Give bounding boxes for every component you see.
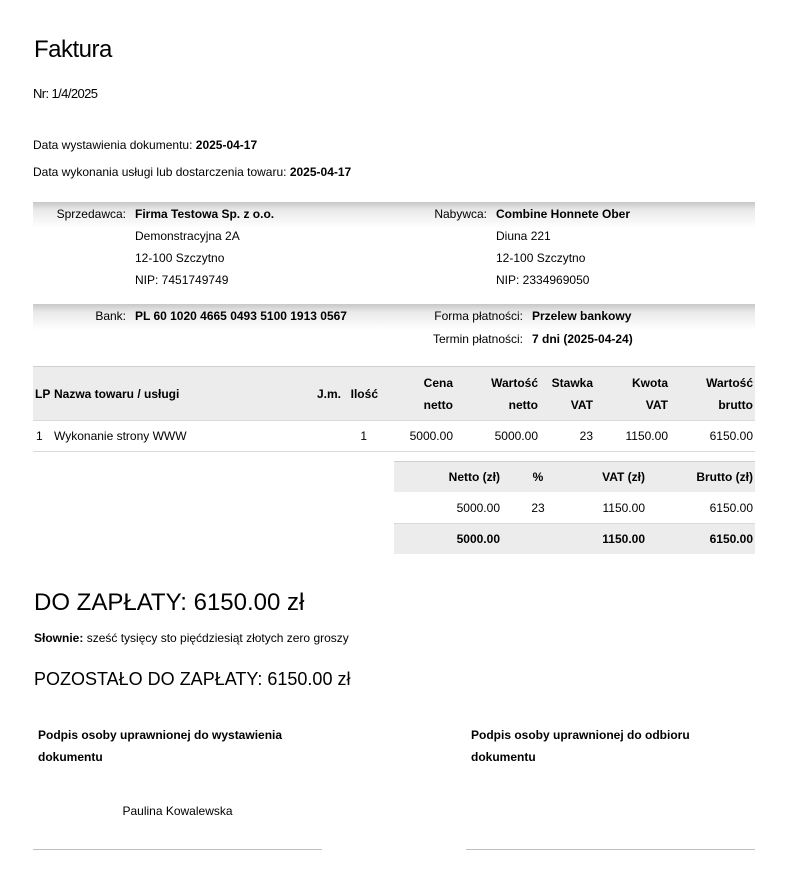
summary-vat: 1150.00 xyxy=(602,501,645,515)
amount-in-words-label: Słownie: xyxy=(34,631,84,645)
items-table-bottom-line xyxy=(33,451,755,452)
remaining-to-pay: POZOSTAŁO DO ZAPŁATY: 6150.00 zł xyxy=(34,669,351,689)
summary-gross-header: Brutto (zł) xyxy=(696,470,753,484)
amount-in-words xyxy=(34,631,349,645)
col-unit-header: J.m. xyxy=(316,387,341,401)
seller-street: Demonstracyjna 2A xyxy=(135,229,240,243)
receiver-signature-label-2: dokumentu xyxy=(471,750,536,764)
col-vat-header-1: Kwota xyxy=(632,376,668,390)
receiver-signature-label-1: Podpis osoby uprawnionej do odbioru xyxy=(471,728,690,742)
summary-net-header: Netto (zł) xyxy=(448,470,500,484)
issue-date-value: 2025-04-17 xyxy=(195,138,258,152)
service-date xyxy=(33,165,351,179)
col-gross-header-2: brutto xyxy=(718,398,753,412)
col-net-header-2: netto xyxy=(508,398,538,412)
cell-lp: 1 xyxy=(36,429,43,443)
payment-due-label: Termin płatności: xyxy=(432,332,523,346)
buyer-label: Nabywca: xyxy=(434,207,487,221)
col-vat-header-2: VAT xyxy=(645,398,668,412)
cell-net: 5000.00 xyxy=(494,429,538,443)
summary-rate: 23 xyxy=(531,501,545,515)
cell-qty: 1 xyxy=(360,429,367,443)
cell-name: Wykonanie strony WWW xyxy=(54,429,187,443)
cell-gross: 6150.00 xyxy=(709,429,753,443)
summary-rate-header: % xyxy=(532,470,544,484)
col-price-header-1: Cena xyxy=(423,376,453,390)
issuer-signature-line xyxy=(33,849,322,850)
issue-date-label: Data wystawienia dokumentu: xyxy=(33,138,193,152)
buyer-nip: NIP: 2334969050 xyxy=(496,273,590,287)
summary-net: 5000.00 xyxy=(456,501,500,515)
summary-vat-header: VAT (zł) xyxy=(602,470,645,484)
col-net-header-1: Wartość xyxy=(491,376,538,390)
summary-gross: 6150.00 xyxy=(709,501,753,515)
col-rate-header-1: Stawka xyxy=(551,376,593,390)
issuer-signature-label-2: dokumentu xyxy=(38,750,103,764)
page-title: Faktura xyxy=(34,36,112,63)
buyer-city: 12-100 Szczytno xyxy=(496,251,586,265)
receiver-signature-line xyxy=(466,849,755,850)
service-date-label: Data wykonania usługi lub dostarczenia towaru: xyxy=(33,165,287,179)
col-price-header-2: netto xyxy=(423,398,453,412)
buyer-street: Diuna 221 xyxy=(496,229,551,243)
seller-name: Firma Testowa Sp. z o.o. xyxy=(135,207,275,221)
col-rate-header-2: VAT xyxy=(570,398,593,412)
col-qty-header: Ilość xyxy=(350,387,378,401)
cell-vat: 1150.00 xyxy=(625,429,668,443)
items-table-header-line xyxy=(33,420,755,421)
issue-date xyxy=(33,138,257,152)
amount-in-words-value: sześć tysięcy sto pięćdziesiąt złotych zero groszy xyxy=(86,631,349,645)
summary-total-vat: 1150.00 xyxy=(602,532,645,546)
payment-due-value: 7 dni (2025-04-24) xyxy=(532,332,633,346)
col-lp-header: LP xyxy=(35,387,51,401)
invoice-number: Nr: 1/4/2025 xyxy=(33,86,98,101)
col-gross-header-1: Wartość xyxy=(706,376,753,390)
cell-rate: 23 xyxy=(579,429,593,443)
cell-price: 5000.00 xyxy=(409,429,453,443)
summary-total-gross: 6150.00 xyxy=(709,532,753,546)
payment-method-value: Przelew bankowy xyxy=(532,309,632,323)
service-date-value: 2025-04-17 xyxy=(289,165,352,179)
bank-label: Bank: xyxy=(95,309,126,323)
amount-to-pay: DO ZAPŁATY: 6150.00 zł xyxy=(34,589,305,616)
col-name-header: Nazwa towaru / usługi xyxy=(54,387,180,401)
seller-nip: NIP: 7451749749 xyxy=(135,273,229,287)
payment-method-label: Forma płatności: xyxy=(434,309,523,323)
seller-city: 12-100 Szczytno xyxy=(135,251,225,265)
issuer-name: Paulina Kowalewska xyxy=(122,804,233,818)
buyer-name: Combine Honnete Ober xyxy=(496,207,631,221)
issuer-signature-label-1: Podpis osoby uprawnionej do wystawienia xyxy=(38,728,283,742)
seller-label: Sprzedawca: xyxy=(56,207,126,221)
summary-total-net: 5000.00 xyxy=(456,532,500,546)
bank-account: PL 60 1020 4665 0493 5100 1913 0567 xyxy=(135,309,347,323)
